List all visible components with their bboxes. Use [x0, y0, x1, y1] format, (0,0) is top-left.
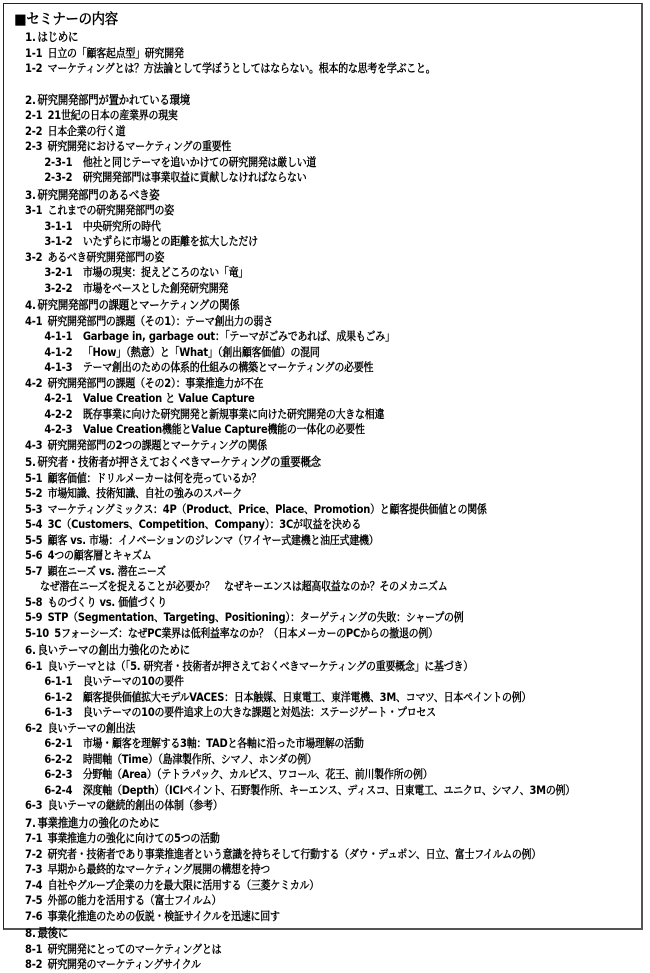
outline-item: [25, 486, 562, 502]
seminar-outline: [25, 30, 635, 973]
section-heading: [25, 816, 562, 832]
item-number: 5-5: [25, 533, 43, 547]
section-title: 研究開発部門の課題とマーケティングの関係: [37, 298, 240, 312]
item-label: 研究開発におけるマーケティングの重要性: [47, 140, 232, 153]
section-number: 4.: [25, 298, 36, 312]
item-label: Value Creation と Value Capture: [82, 392, 255, 405]
item-number: 5-4: [25, 518, 43, 531]
item-label: 日立の「顧客起点型」研究開発: [47, 46, 184, 60]
item-number: 4-3: [25, 438, 43, 452]
item-number: 5-1: [25, 471, 43, 485]
item-number: 2-3-2: [44, 171, 73, 184]
item-number: 1-2: [25, 62, 43, 75]
outline-subitem: [25, 234, 562, 250]
item-number: 5-2: [25, 487, 43, 500]
outline-item: [25, 878, 562, 894]
outline-subitem: [25, 783, 575, 799]
item-label: 研究開発部門の2つの課題とマーケティングの関係: [47, 438, 267, 452]
outline-subitem: [25, 767, 562, 783]
outline-item: [25, 659, 562, 675]
item-label: STP（Segmentation、Targeting、Positioning）：ターゲティングの失敗：シャープの例: [47, 611, 464, 624]
item-number: 3-1-1: [44, 219, 73, 233]
outline-item: [25, 517, 562, 533]
outline-subitem: [25, 752, 562, 768]
item-label: 他社と同じテーマを追いかけての研究開発は厳しい道: [82, 155, 317, 169]
item-number: 5-10: [25, 626, 50, 640]
section-title: はじめに: [37, 30, 79, 44]
item-label: 深度軸（Depth）（ICIペイント、石野製作所、キーエンス、ディスコ、日東電工、ユニクロ、シマノ、3Mの例）: [82, 783, 575, 797]
section-title: 研究開発部門が置かれている環境: [37, 92, 190, 107]
outline-subitem: [25, 736, 562, 752]
outline-item: [25, 46, 562, 62]
item-label: 市場知識、技術知識、自社の強みのスパーク: [47, 487, 243, 500]
page-title: ■セミナーの内容: [14, 12, 118, 28]
item-number: 7-1: [25, 832, 43, 845]
outline-item: [25, 124, 562, 140]
item-number: 8-1: [25, 942, 43, 956]
item-number: 6-2-4: [44, 783, 73, 797]
item-number: 5-9: [25, 611, 43, 624]
outline-item: [25, 314, 562, 330]
item-number: 2-3-1: [44, 155, 73, 169]
item-label: ものづくり vs. 価値づくり: [47, 595, 167, 609]
section-heading: [25, 926, 562, 942]
item-label: マーケティングとは？方法論として学ぼうとしてはならない。根本的な思考を学ぶこと。: [47, 62, 436, 75]
item-number: 4-2-3: [44, 423, 73, 436]
outline-subitem: [25, 281, 562, 297]
outline-subitem: [25, 690, 562, 706]
section-number: 7.: [25, 815, 36, 830]
item-label: 5フォーシーズ：なぜPC業界は低利益率なのか？（日本メーカーのPCからの撤退の例）: [54, 626, 438, 640]
item-label: テーマ創出のための体系的仕組みの構築とマーケティングの必要性: [82, 361, 374, 374]
outline-subitem: [25, 407, 562, 423]
item-number: 6-1-2: [44, 690, 73, 704]
section-number: 6.: [25, 643, 36, 657]
outline-item: [25, 626, 562, 642]
item-label: 自社やグループ企業の力を最大限に活用する（三菱ケミカル）: [47, 878, 320, 892]
item-label: 顧客価値：ドリルメーカーは何を売っているか？: [47, 471, 261, 485]
outline-item: [25, 957, 562, 973]
item-label: 「How」（熱意）と「What」（創出顧客価値）の混同: [82, 345, 320, 359]
outline-subitem: [25, 705, 562, 721]
outline-subitem: [25, 360, 562, 376]
outline-subitem: [25, 170, 562, 186]
outline-note: [25, 579, 562, 595]
item-label: なぜ潜在ニーズを捉えることが必要か？ なぜキーエンスは超高収益なのか？そのメカニズム: [39, 580, 448, 593]
outline-item: [25, 250, 562, 266]
item-number: 4-1-2: [44, 345, 73, 359]
item-label: 研究者・技術者であり事業推進者という意識を持ちそして行動する（ダウ・デュポン、日立、富士フイルムの例）: [47, 847, 541, 861]
item-number: 4-2-1: [44, 392, 73, 405]
item-label: 研究開発部門の課題（その1）：テーマ創出力の弱さ: [47, 314, 273, 328]
item-label: 顕在ニーズ vs. 潜在ニーズ: [47, 564, 166, 578]
outline-subitem: [25, 329, 562, 345]
item-number: 4-1-3: [44, 361, 73, 374]
item-label: 顧客提供価値拡大モデルVACES：日本触媒、日東電工、東洋電機、3M、コマツ、日本ペイントの例）: [82, 690, 532, 704]
section-number: 5.: [25, 455, 36, 469]
outline-item: [25, 471, 562, 487]
item-label: 既存事業に向けた研究開発と新規事業に向けた研究開発の大きな相違: [82, 407, 385, 421]
section-heading: [25, 298, 562, 314]
item-label: 研究開発部門の課題（その2）：事業推進力が不在: [47, 376, 264, 390]
item-number: 7-3: [25, 863, 43, 876]
item-label: 顧客 vs. 市場：イノベーションのジレンマ（ワイヤー式建機と油圧式建機）: [47, 533, 379, 547]
outline-item: [25, 610, 562, 626]
item-number: 6-3: [25, 799, 43, 812]
item-number: 6-1-1: [44, 675, 73, 688]
item-label: 日本企業の行く道: [47, 124, 126, 138]
item-number: 7-6: [25, 909, 43, 923]
item-number: 4-1-1: [44, 330, 73, 343]
section-number: 3.: [25, 187, 36, 202]
outline-subitem: [25, 155, 562, 171]
item-label: 市場をベースとした創発研究開発: [82, 281, 229, 295]
item-number: 7-5: [25, 894, 43, 907]
outline-subitem: [25, 422, 562, 438]
outline-item: [25, 798, 562, 814]
item-number: 8-2: [25, 958, 43, 971]
outline-subitem: [25, 674, 562, 690]
section-title: 研究者・技術者が押さえておくべきマーケティングの重要概念: [37, 455, 321, 469]
outline-subitem: [25, 219, 562, 235]
item-label: 事業化推進のための仮説・検証サイクルを迅速に回す: [47, 909, 280, 923]
section-heading: [25, 643, 562, 659]
item-number: 4-2: [25, 376, 43, 390]
item-number: 2-2: [25, 124, 43, 138]
item-label: 中央研究所の時代: [82, 219, 161, 233]
section-number: 8.: [25, 926, 36, 940]
item-label: 3C（Customers、Competition、Company）：3Cが収益を決める: [47, 518, 362, 531]
outline-item: [25, 831, 562, 847]
section-title: 最後に: [37, 926, 68, 940]
outline-item: [25, 61, 562, 77]
item-label: Garbage in, garbage out：「テーマがごみであれば、成果もごみ」: [82, 330, 395, 343]
outline-item: [25, 909, 562, 925]
outline-item: [25, 942, 562, 958]
item-number: 7-4: [25, 878, 43, 892]
section-number: 1.: [25, 30, 36, 44]
item-number: 4-1: [25, 314, 43, 328]
item-label: Value Creation機能とValue Capture機能の一体化の必要性: [82, 423, 365, 436]
item-number: 3-1-2: [44, 235, 73, 248]
item-label: 良いテーマの創出法: [47, 721, 136, 735]
outline-item: [25, 595, 562, 611]
item-label: 市場の現実：捉えどころのない「竜」: [82, 266, 249, 279]
outline-item: [25, 139, 562, 155]
item-number: 6-2-3: [44, 768, 73, 781]
item-number: 5-6: [25, 549, 43, 562]
item-label: 21世紀の日本の産業界の現実: [47, 109, 178, 122]
item-label: マーケティングミックス：4P（Product、Price、Place、Promotion）と顧客提供価値との関係: [47, 502, 487, 516]
section-title: 研究開発部門のあるべき姿: [37, 187, 160, 202]
section-title: 事業推進力の強化のために: [37, 815, 160, 830]
item-number: 6-2: [25, 721, 43, 735]
outline-item: [25, 862, 562, 878]
item-number: 3-2-2: [44, 281, 73, 295]
item-label: 良いテーマとは（「5. 研究者・技術者が押さえておくべきマーケティングの重要概念」に基づき）: [47, 659, 473, 673]
item-number: 6-2-2: [44, 752, 73, 766]
outline-item: [25, 893, 562, 909]
item-label: あるべき研究開発部門の姿: [47, 250, 165, 264]
item-label: 良いテーマの継続的創出の体制（参考）: [47, 799, 223, 812]
outline-item: [25, 533, 562, 549]
item-number: 4-2-2: [44, 407, 73, 421]
item-number: 3-2: [25, 250, 43, 264]
outline-item: [25, 203, 562, 219]
item-number: 5-3: [25, 502, 43, 516]
section-heading: [25, 30, 562, 46]
item-number: 2-1: [25, 109, 43, 122]
outline-item: [25, 502, 562, 518]
item-number: 6-1-3: [44, 706, 73, 719]
section-heading: [25, 455, 562, 471]
item-number: 5-7: [25, 564, 43, 578]
outline-item: [25, 564, 562, 580]
item-number: 1-1: [25, 46, 43, 60]
item-label: 4つの顧客層とキャズム: [47, 549, 152, 562]
item-label: 良いテーマの10の要件: [82, 675, 184, 688]
outline-item: [25, 847, 562, 863]
item-label: 研究開発のマーケティングサイクル: [47, 958, 201, 971]
outline-item: [25, 438, 562, 454]
outline-subitem: [25, 265, 562, 281]
item-number: 3-2-1: [44, 266, 73, 279]
item-number: 5-8: [25, 595, 43, 609]
item-label: 事業推進力の強化に向けての5つの活動: [47, 832, 220, 845]
item-label: 外部の能力を活用する（富士フイルム）: [47, 894, 222, 907]
item-label: 良いテーマの10の要件追求上の大きな課題と対処法：ステージゲート・プロセス: [82, 706, 436, 719]
item-label: いたずらに市場との距離を拡大しただけ: [82, 235, 258, 248]
item-number: 6-2-1: [44, 737, 73, 750]
item-label: 市場・顧客を理解する3軸：TADと各軸に沿った市場理解の活動: [82, 737, 364, 750]
outline-item: [25, 721, 562, 737]
item-label: 早期から最終的なマーケティング展開の構想を持つ: [47, 863, 270, 876]
outline-item: [25, 108, 562, 124]
item-number: 3-1: [25, 204, 43, 217]
outline-subitem: [25, 345, 562, 361]
outline-item: [25, 376, 562, 392]
item-label: これまでの研究開発部門の姿: [47, 204, 174, 217]
item-number: 6-1: [25, 659, 43, 673]
item-label: 時間軸（Time）（島津製作所、シマノ、ホンダの例）: [82, 752, 317, 766]
item-label: 研究開発部門は事業収益に貢献しなければならない: [82, 171, 307, 184]
section-heading: [25, 188, 562, 204]
item-number: 7-2: [25, 847, 43, 861]
outline-item: [25, 548, 562, 564]
item-number: 2-3: [25, 140, 43, 153]
section-number: 2.: [25, 92, 36, 107]
item-label: 研究開発にとってのマーケティングとは: [47, 942, 222, 956]
item-label: 分野軸（Area）（テトラパック、カルピス、ワコール、花王、前川製作所の例）: [82, 768, 433, 781]
section-title: 良いテーマの創出力強化のために: [37, 643, 190, 657]
section-heading: [25, 93, 562, 109]
outline-subitem: [25, 391, 562, 407]
